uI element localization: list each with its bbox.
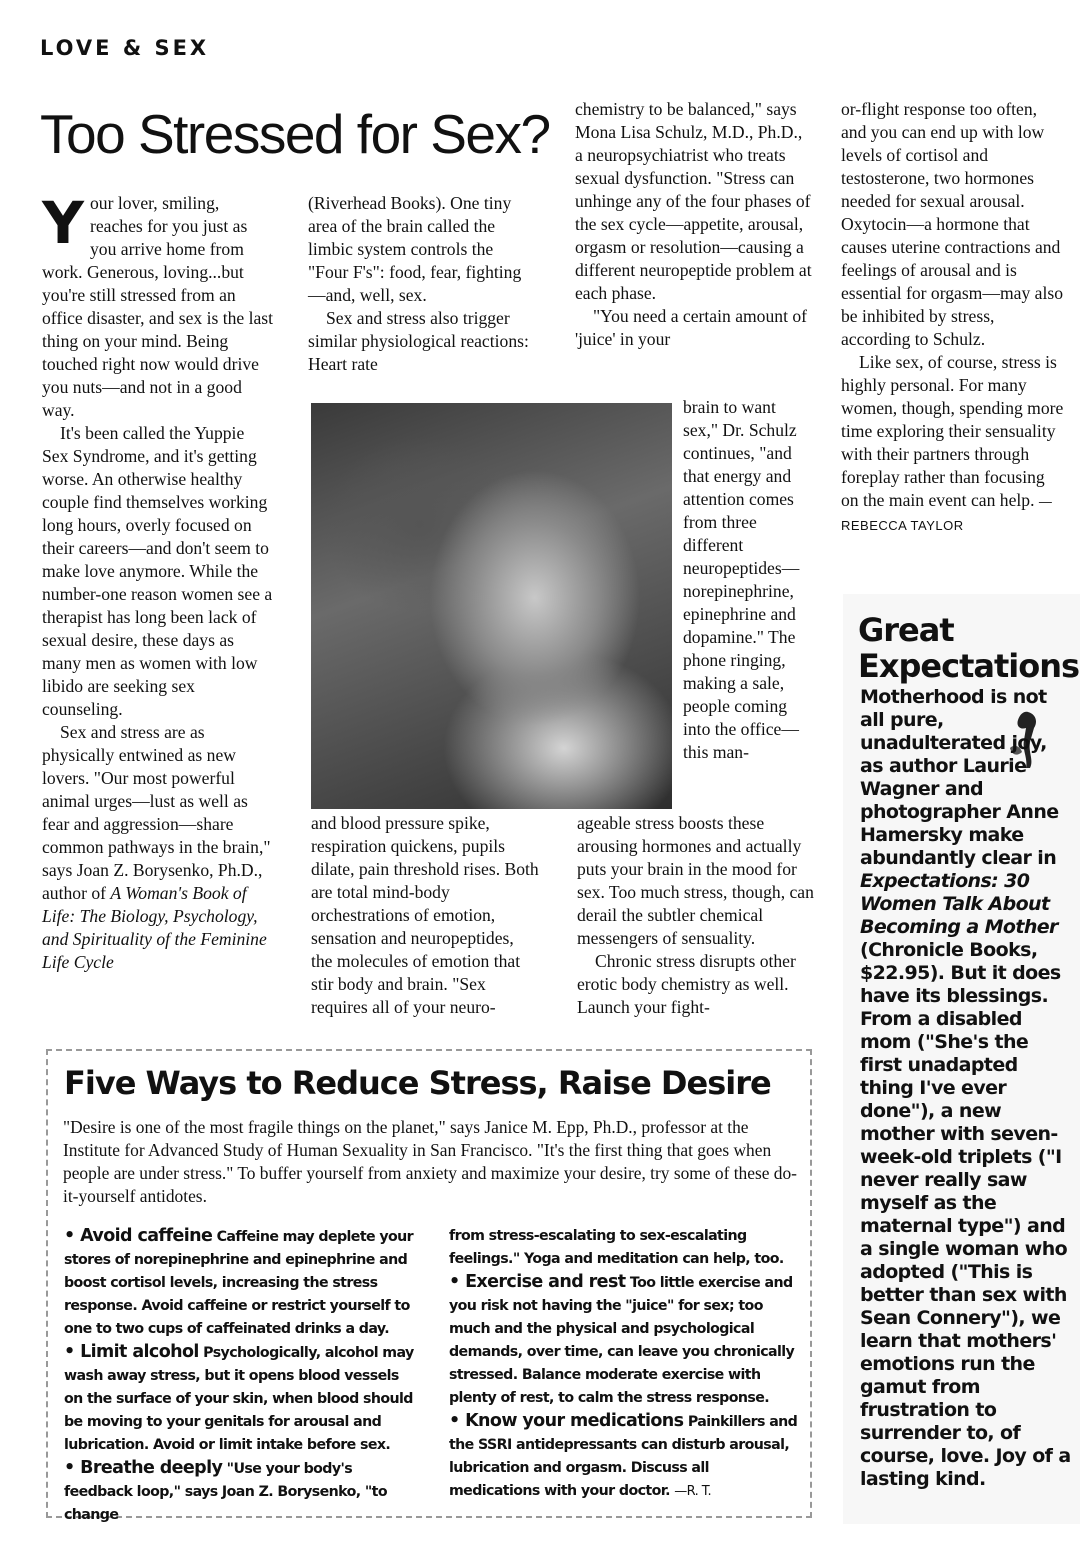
headline: Too Stressed for Sex? <box>40 103 550 165</box>
tip-heading: Avoid caffeine <box>80 1226 213 1246</box>
tip-item: • Breathe deeply "Use your body's feedback loop," says Joan Z. Borysenko, "to change <box>64 1458 388 1523</box>
tip-item: • Exercise and rest Too little exercise and you risk not having the "juice" for sex; too much and the physical and psychological demands, over time, can leave you chronically stressed. Balance moderate exercise with plenty of rest, to calm the stress response. <box>449 1272 795 1406</box>
couple-photo <box>311 403 672 809</box>
tip-text: Too little exercise and you risk not having the "juice" for sex; too much and the physical and psychological demands, over time, can leave you chronically stressed. Balance moderate exercise with plenty of rest, to calm the stress response. <box>449 1275 795 1406</box>
tips-column-1 <box>64 1225 420 1527</box>
article-column-3-wrap <box>683 396 811 764</box>
drop-cap: Y <box>42 189 84 257</box>
article-paragraph: ageable stress boosts these arousing hormones and actually puts your brain in the mood for sex. Too much stress, though, can derail the subtler chemical messengers of sensuality. <box>577 813 814 948</box>
article-paragraph: chemistry to be balanced," says Mona Lisa Schulz, M.D., Ph.D., a neuropsychiatrist who treats sexual dysfunction. "Stress can unhinge any of the four phases of the sex cycle—appetite, arousal, orgasm or resolution—causing a different neuropeptide problem at each phase. <box>575 99 812 303</box>
article-paragraph: "You need a certain amount of 'juice' in your <box>575 306 808 349</box>
tip-item: • Avoid caffeine Caffeine may deplete your stores of norepinephrine and epinephrine and boost cortisol levels, increasing the stress response. Avoid caffeine or restrict yourself to one to two cups of caffeinated drinks a day. <box>64 1226 414 1337</box>
sidebar-body <box>860 686 1072 1491</box>
article-paragraph: It's been called the Yuppie Sex Syndrome, and it's getting worse. An otherwise healthy couple find themselves working long hours, overly focused on their careers—and don't seem to make love anymore. While the number-one reason women see a therapist has long been lack of sexual desire, these days as many men as women with low libido are seeking sex counseling. <box>42 423 273 719</box>
tip-item: • Limit alcohol Psychologically, alcohol may wash away stress, but it opens blood vessels on the surface of your skin, when blood should be moving to your genitals for arousal and lubrication. Avoid or limit intake before sex. <box>64 1342 414 1453</box>
tips-box-intro: "Desire is one of the most fragile things on the planet," says Janice M. Epp, Ph.D., professor at the Institute for Advanced Study of Human Sexuality in San Francisco. "It's the first thing that goes when people are under stress." To buffer yourself from anxiety and maximize your desire, try some of these do-it-yourself antidotes. <box>63 1117 797 1206</box>
article-paragraph: and blood pressure spike, respiration quickens, pupils dilate, pain threshold rises. Both are total mind-body orchestrations of emotion, sensation and neuropeptides, the molecules of emotion that stir body and brain. "Sex requires all of your neuro- <box>311 813 539 1017</box>
tip-continuation: from stress-escalating to sex-escalating feelings." Yoga and meditation can help, too. <box>449 1228 784 1267</box>
sidebar-text: (Chronicle Books, $22.95). But it does have its blessings. From a disabled mom ("She's the first unadapted thing I've ever done"), a new mother with seven-week-old triplets ("I never really saw myself as the maternal type") and a single woman who adopted ("This is better than sex with Sean Connery"), we learn that mothers' emotions run the gamut from frustration to surrender to, of course, love. Joy of a lasting kind. <box>860 939 1071 1490</box>
article-paragraph: Sex and stress also trigger similar physiological reactions: Heart rate <box>308 308 529 374</box>
tip-text: "Use your body's feedback loop," says Joan Z. Borysenko, "to change <box>64 1461 388 1523</box>
article-column-4 <box>841 98 1066 537</box>
tip-heading: Limit alcohol <box>80 1342 199 1362</box>
article-column-3-bottom <box>577 812 815 1019</box>
article-paragraph: Like sex, of course, stress is highly personal. For many women, though, spending more time exploring their sensuality with their partners through foreplay rather than focusing on the main event can help. <box>841 352 1064 510</box>
article-column-3-top <box>575 98 813 351</box>
tips-initials: —R. T. <box>674 1484 712 1499</box>
tip-heading: Know your medications <box>465 1411 684 1431</box>
sidebar-text: Motherhood is not all pure, unadulterated joy, as author Laurie Wagner and photographer Anne Hamersky make abundantly clear in <box>860 686 1059 869</box>
tip-heading: Exercise and rest <box>465 1272 626 1292</box>
tip-text: Caffeine may deplete your stores of norepinephrine and epinephrine and boost cortisol levels, increasing the stress response. Avoid caffeine or restrict yourself to one to two cups of caffeinated drinks a day. <box>64 1229 414 1337</box>
article-paragraph: brain to want sex," Dr. Schulz continues, "and that energy and attention comes from three different neuropeptides—norepinephrine, epinephrine and dopamine." The phone ringing, making a sale, people coming into the office—this man- <box>683 397 800 762</box>
article-paragraph: our lover, smiling, reaches for you just as you arrive home from work. Generous, loving...but you're still stressed from an office disaster, and sex is the last thing on your mind. Being touched right now would drive you nuts—and not in a good way. <box>42 193 274 420</box>
book-title: Expectations: 30 Women Talk About Becoming a Mother <box>860 870 1058 938</box>
article-paragraph: Chronic stress disrupts other erotic body chemistry as well. Launch your fight- <box>577 951 796 1017</box>
article-paragraph: Sex and stress are as physically entwined as new lovers. "Our most powerful animal urges—lust as well as fear and aggression—share common pathways in the brain," says Joan Z. Borysenko, Ph.D., author of <box>42 722 271 903</box>
tip-text: Painkillers and the SSRI antidepressants can disturb arousal, lubrication and orgasm. Discuss all medications with your doctor. <box>449 1414 798 1499</box>
section-label: LOVE & SEX <box>40 36 210 60</box>
byline: —REBECCA TAYLOR <box>841 494 1053 533</box>
tip-item: • Know your medications Painkillers and the SSRI antidepressants can disturb arousal, lubrication and orgasm. Discuss all medications with your doctor. —R. T. <box>449 1411 798 1499</box>
article-column-1 <box>42 189 274 974</box>
sidebar-title <box>858 611 1080 685</box>
tip-heading: Breathe deeply <box>80 1458 223 1478</box>
book-title: A Woman's Book of Life: The Biology, Psychology, and Spirituality of the Feminine Life Cycle <box>42 883 267 972</box>
tip-text: Psychologically, alcohol may wash away stress, but it opens blood vessels on the surface of your skin, when blood should be moving to your genitals for arousal and lubrication. Avoid or limit intake before sex. <box>64 1345 414 1453</box>
tips-column-2 <box>449 1225 801 1503</box>
article-paragraph: or-flight response too often, and you can end up with low levels of cortisol and testosterone, two hormones needed for sexual arousal. Oxytocin—a hormone that causes uterine contractions and feelings of arousal and is essential for orgasm—may also be inhibited by stress, according to Schulz. <box>841 99 1063 349</box>
tips-box-title: Five Ways to Reduce Stress, Raise Desire <box>64 1064 771 1102</box>
sidebar-title-text: Great Expectations <box>858 611 1080 685</box>
article-column-2-bottom <box>311 812 539 1019</box>
article-paragraph: (Riverhead Books). One tiny area of the brain called the limbic system controls the "Four F's": food, fear, fighting—and, well, sex. <box>308 193 522 305</box>
article-column-2-top <box>308 192 538 376</box>
